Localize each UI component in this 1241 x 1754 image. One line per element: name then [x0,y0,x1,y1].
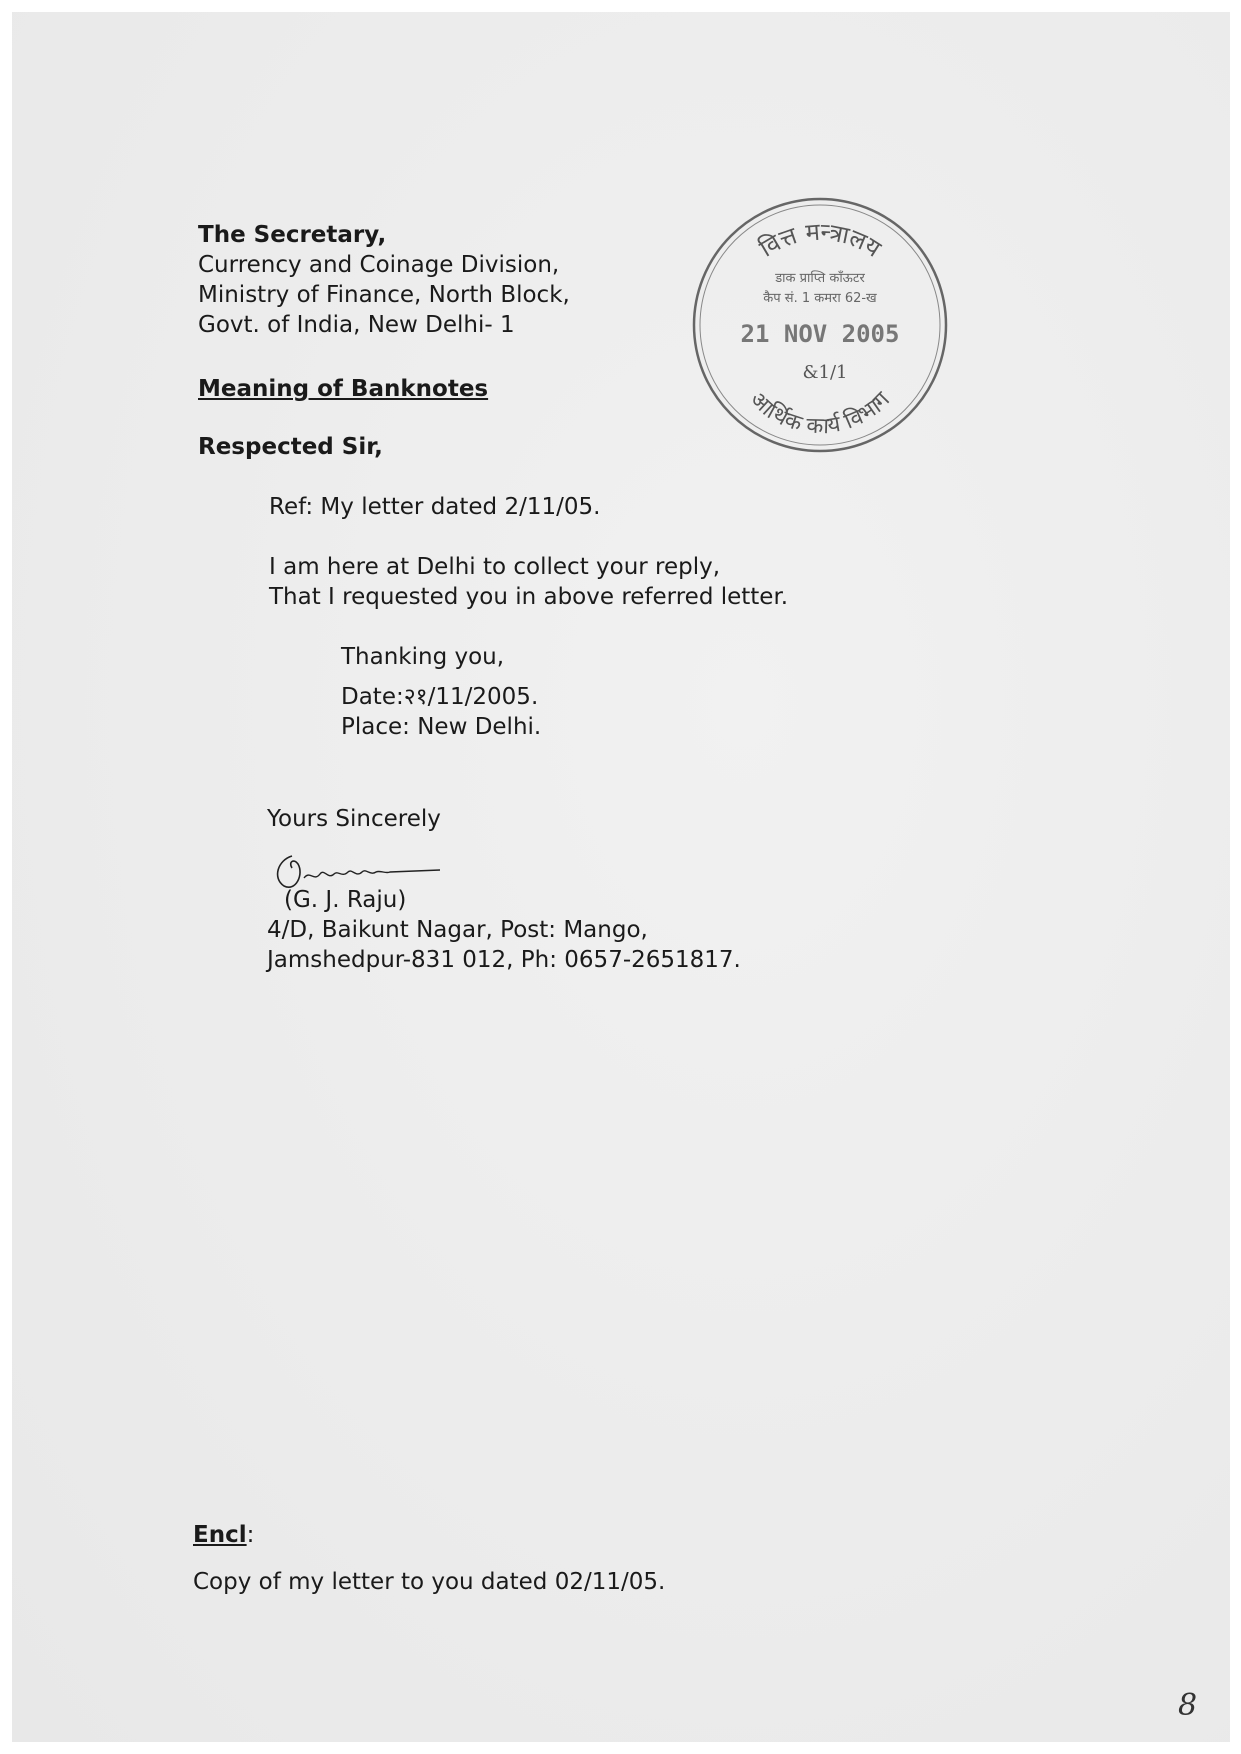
thanks-line: Thanking you, [341,644,505,670]
enclosure-label [193,1520,254,1550]
signatory-name: (G. J. Raju) [284,887,407,913]
subject-line: Meaning of Banknotes [198,376,489,402]
recipient-title: The Secretary, [198,222,387,248]
recipient-line-3: Govt. of India, New Delhi- 1 [198,312,515,338]
body-line-1: I am here at Delhi to collect your reply, [269,554,721,580]
receipt-stamp [685,190,955,460]
valediction: Yours Sincerely [267,806,441,832]
stamp-date: 21 NOV 2005 [740,320,900,348]
stamp-line-2: कैप सं. 1 कमरा 62-ख [763,291,877,306]
stamp-line-1: डाक प्राप्ति काँऊटर [775,271,865,286]
letter-page [12,12,1230,1742]
place-line: Place: New Delhi. [341,714,542,740]
signatory-address-1: 4/D, Baikunt Nagar, Post: Mango, [267,917,648,943]
stamp-top-text: वित्त मन्त्रालय [754,217,886,263]
svg-text:वित्त मन्त्रालय [755,218,887,264]
enclosure-text: Copy of my letter to you dated 02/11/05. [193,1569,666,1595]
stamp-bottom-text: आर्थिक कार्य विभाग [744,387,896,440]
signatory-address-2: Jamshedpur-831 012, Ph: 0657-2651817. [267,947,741,973]
enclosure-label-colon: : [246,1522,255,1548]
reference-line: Ref: My letter dated 2/11/05. [269,494,601,520]
recipient-line-2: Ministry of Finance, North Block, [198,282,570,308]
stamp-code: &1/1 [802,362,848,383]
page-number-text: 8 [1178,1688,1198,1723]
date-line: Date:२१/11/2005. [341,684,539,710]
enclosure-label-text: Encl [193,1522,247,1548]
svg-text:आर्थिक कार्य विभाग [745,387,896,439]
body-line-2: That I requested you in above referred letter. [269,584,789,610]
recipient-line-1: Currency and Coinage Division, [198,252,560,278]
greeting: Respected Sir, [198,434,383,460]
page-number [1172,1677,1212,1727]
